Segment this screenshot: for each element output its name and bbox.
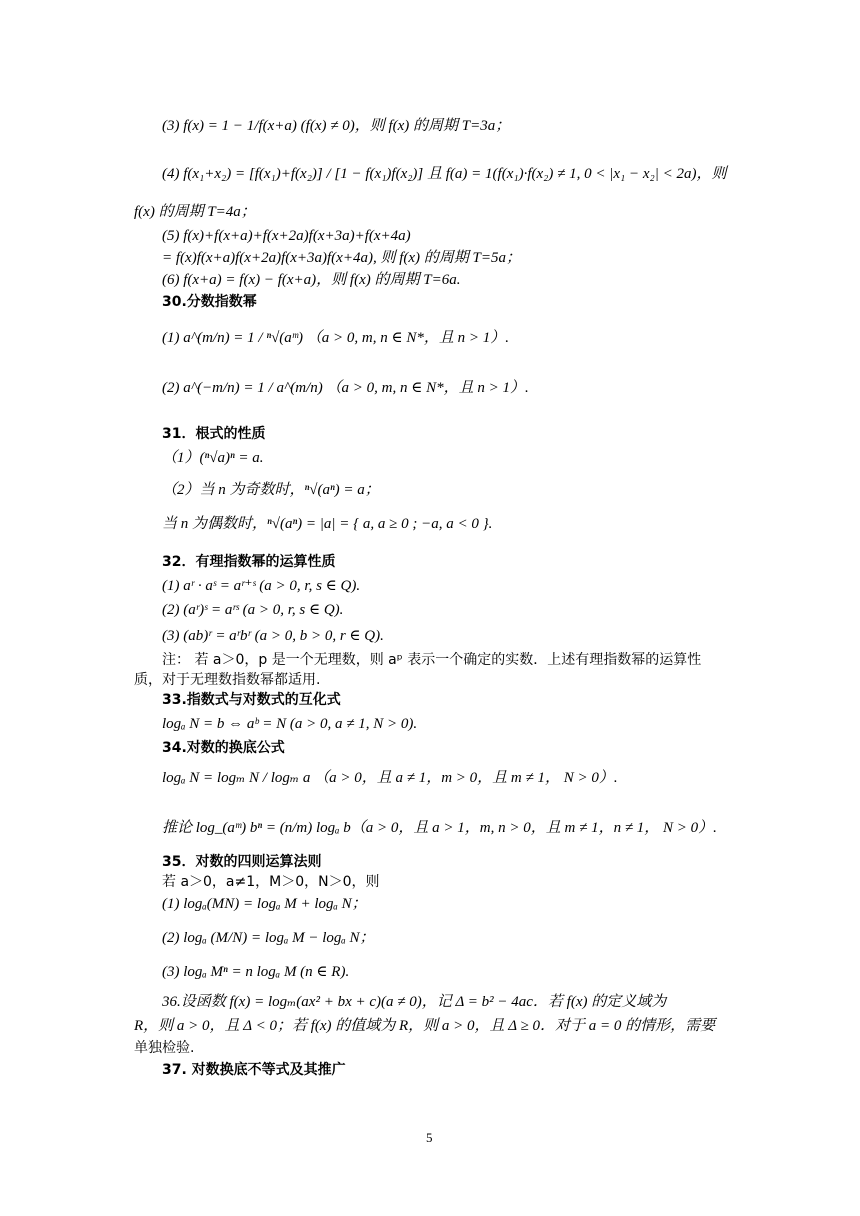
log-rule-2: (2) logₐ (M/N) = logₐ M − logₐ N； [162,930,375,946]
radical-property-2-odd: （2）当 n 为奇数时，ⁿ√(aⁿ) = a； [162,482,380,498]
heading-33: 33.指数式与对数式的互化式 [162,692,341,708]
heading-32: 32．有理指数幂的运算性质 [162,554,336,570]
heading-35: 35．对数的四则运算法则 [162,854,322,870]
heading-30: 30.分数指数幂 [162,294,257,310]
heading-34: 34.对数的换底公式 [162,740,285,756]
fractional-power-2: (2) a^(−m/n) = 1 / a^(m/n) （a > 0, m, n ∈ N*，且 n > 1）. [162,380,529,396]
page-number: 5 [426,1130,433,1145]
item-36-line-1: 36.设函数 f(x) = logₘ(ax² + bx + c)(a ≠ 0)，记 Δ = b² − 4ac．若 f(x) 的定义域为 [162,994,667,1010]
fractional-power-1: (1) a^(m/n) = 1 / ⁿ√(aᵐ) （a > 0, m, n ∈ N*，且 n > 1）. [162,330,509,346]
heading-31: 31．根式的性质 [162,426,266,442]
log-rule-3: (3) logₐ Mⁿ = n logₐ M (n ∈ R). [162,964,350,980]
rule-3-period-3a: (3) f(x) = 1 − 1/f(x+a) (f(x) ≠ 0)，则 f(x) 的周期 T=3a； [162,118,511,134]
heading-37: 37. 对数换底不等式及其推广 [162,1062,346,1078]
note-irrational-power: 注： 若 a＞0，p 是一个无理数，则 aᵖ 表示一个确定的实数．上述有理指数幂的运算性 [162,652,702,668]
change-of-base-formula: logₐ N = logₘ N / logₘ a （a > 0，且 a ≠ 1，m > 0，且 m ≠ 1， N > 0）. [162,770,618,786]
log-conditions: 若 a＞0，a≠1，M＞0，N＞0，则 [162,874,380,890]
rule-5-line-1: (5) f(x)+f(x+a)+f(x+2a)f(x+3a)+f(x+4a) [162,228,411,244]
rational-power-rule-1: (1) aʳ · aˢ = aʳ⁺ˢ (a > 0, r, s ∈ Q). [162,578,361,594]
item-36-line-2: R，则 a > 0，且 Δ < 0；若 f(x) 的值域为 R，则 a > 0，且 Δ ≥ 0．对于 a = 0 的情形，需要 [134,1018,716,1034]
exp-log-conversion: logₐ N = b ⇔ aᵇ = N (a > 0, a ≠ 1, N > 0). [162,716,418,732]
rule-4-period-4a: (4) f(x₁+x₂) = [f(x₁)+f(x₂)] / [1 − f(x₁)f(x₂)] 且 f(a) = 1(f(x₁)·f(x₂) ≠ 1, 0 < |x₁ − x₂| < 2a)，则 [162,166,727,182]
radical-property-1: （1）(ⁿ√a)ⁿ = a. [162,450,264,466]
rational-power-rule-2: (2) (aʳ)ˢ = aʳˢ (a > 0, r, s ∈ Q). [162,602,344,618]
rule-5-line-2: = f(x)f(x+a)f(x+2a)f(x+3a)f(x+4a), 则 f(x) 的周期 T=5a； [162,250,521,266]
rule-4-conclusion: f(x) 的周期 T=4a； [134,204,256,220]
note-continuation: 质，对于无理数指数幂都适用. [134,672,321,688]
change-of-base-corollary: 推论 log_(aᵐ) bⁿ = (n/m) logₐ b（a > 0，且 a > 1，m, n > 0，且 m ≠ 1，n ≠ 1， N > 0）. [162,820,717,836]
rational-power-rule-3: (3) (ab)ʳ = aʳbʳ (a > 0, b > 0, r ∈ Q). [162,628,384,644]
rule-6-period-6a: (6) f(x+a) = f(x) − f(x+a)，则 f(x) 的周期 T=6a. [162,272,461,288]
log-rule-1: (1) logₐ(MN) = logₐ M + logₐ N； [162,896,367,912]
item-36-line-3: 单独检验. [134,1040,195,1056]
radical-property-2-even: 当 n 为偶数时，ⁿ√(aⁿ) = |a| = { a, a ≥ 0 ; −a, a < 0 }. [162,516,493,532]
